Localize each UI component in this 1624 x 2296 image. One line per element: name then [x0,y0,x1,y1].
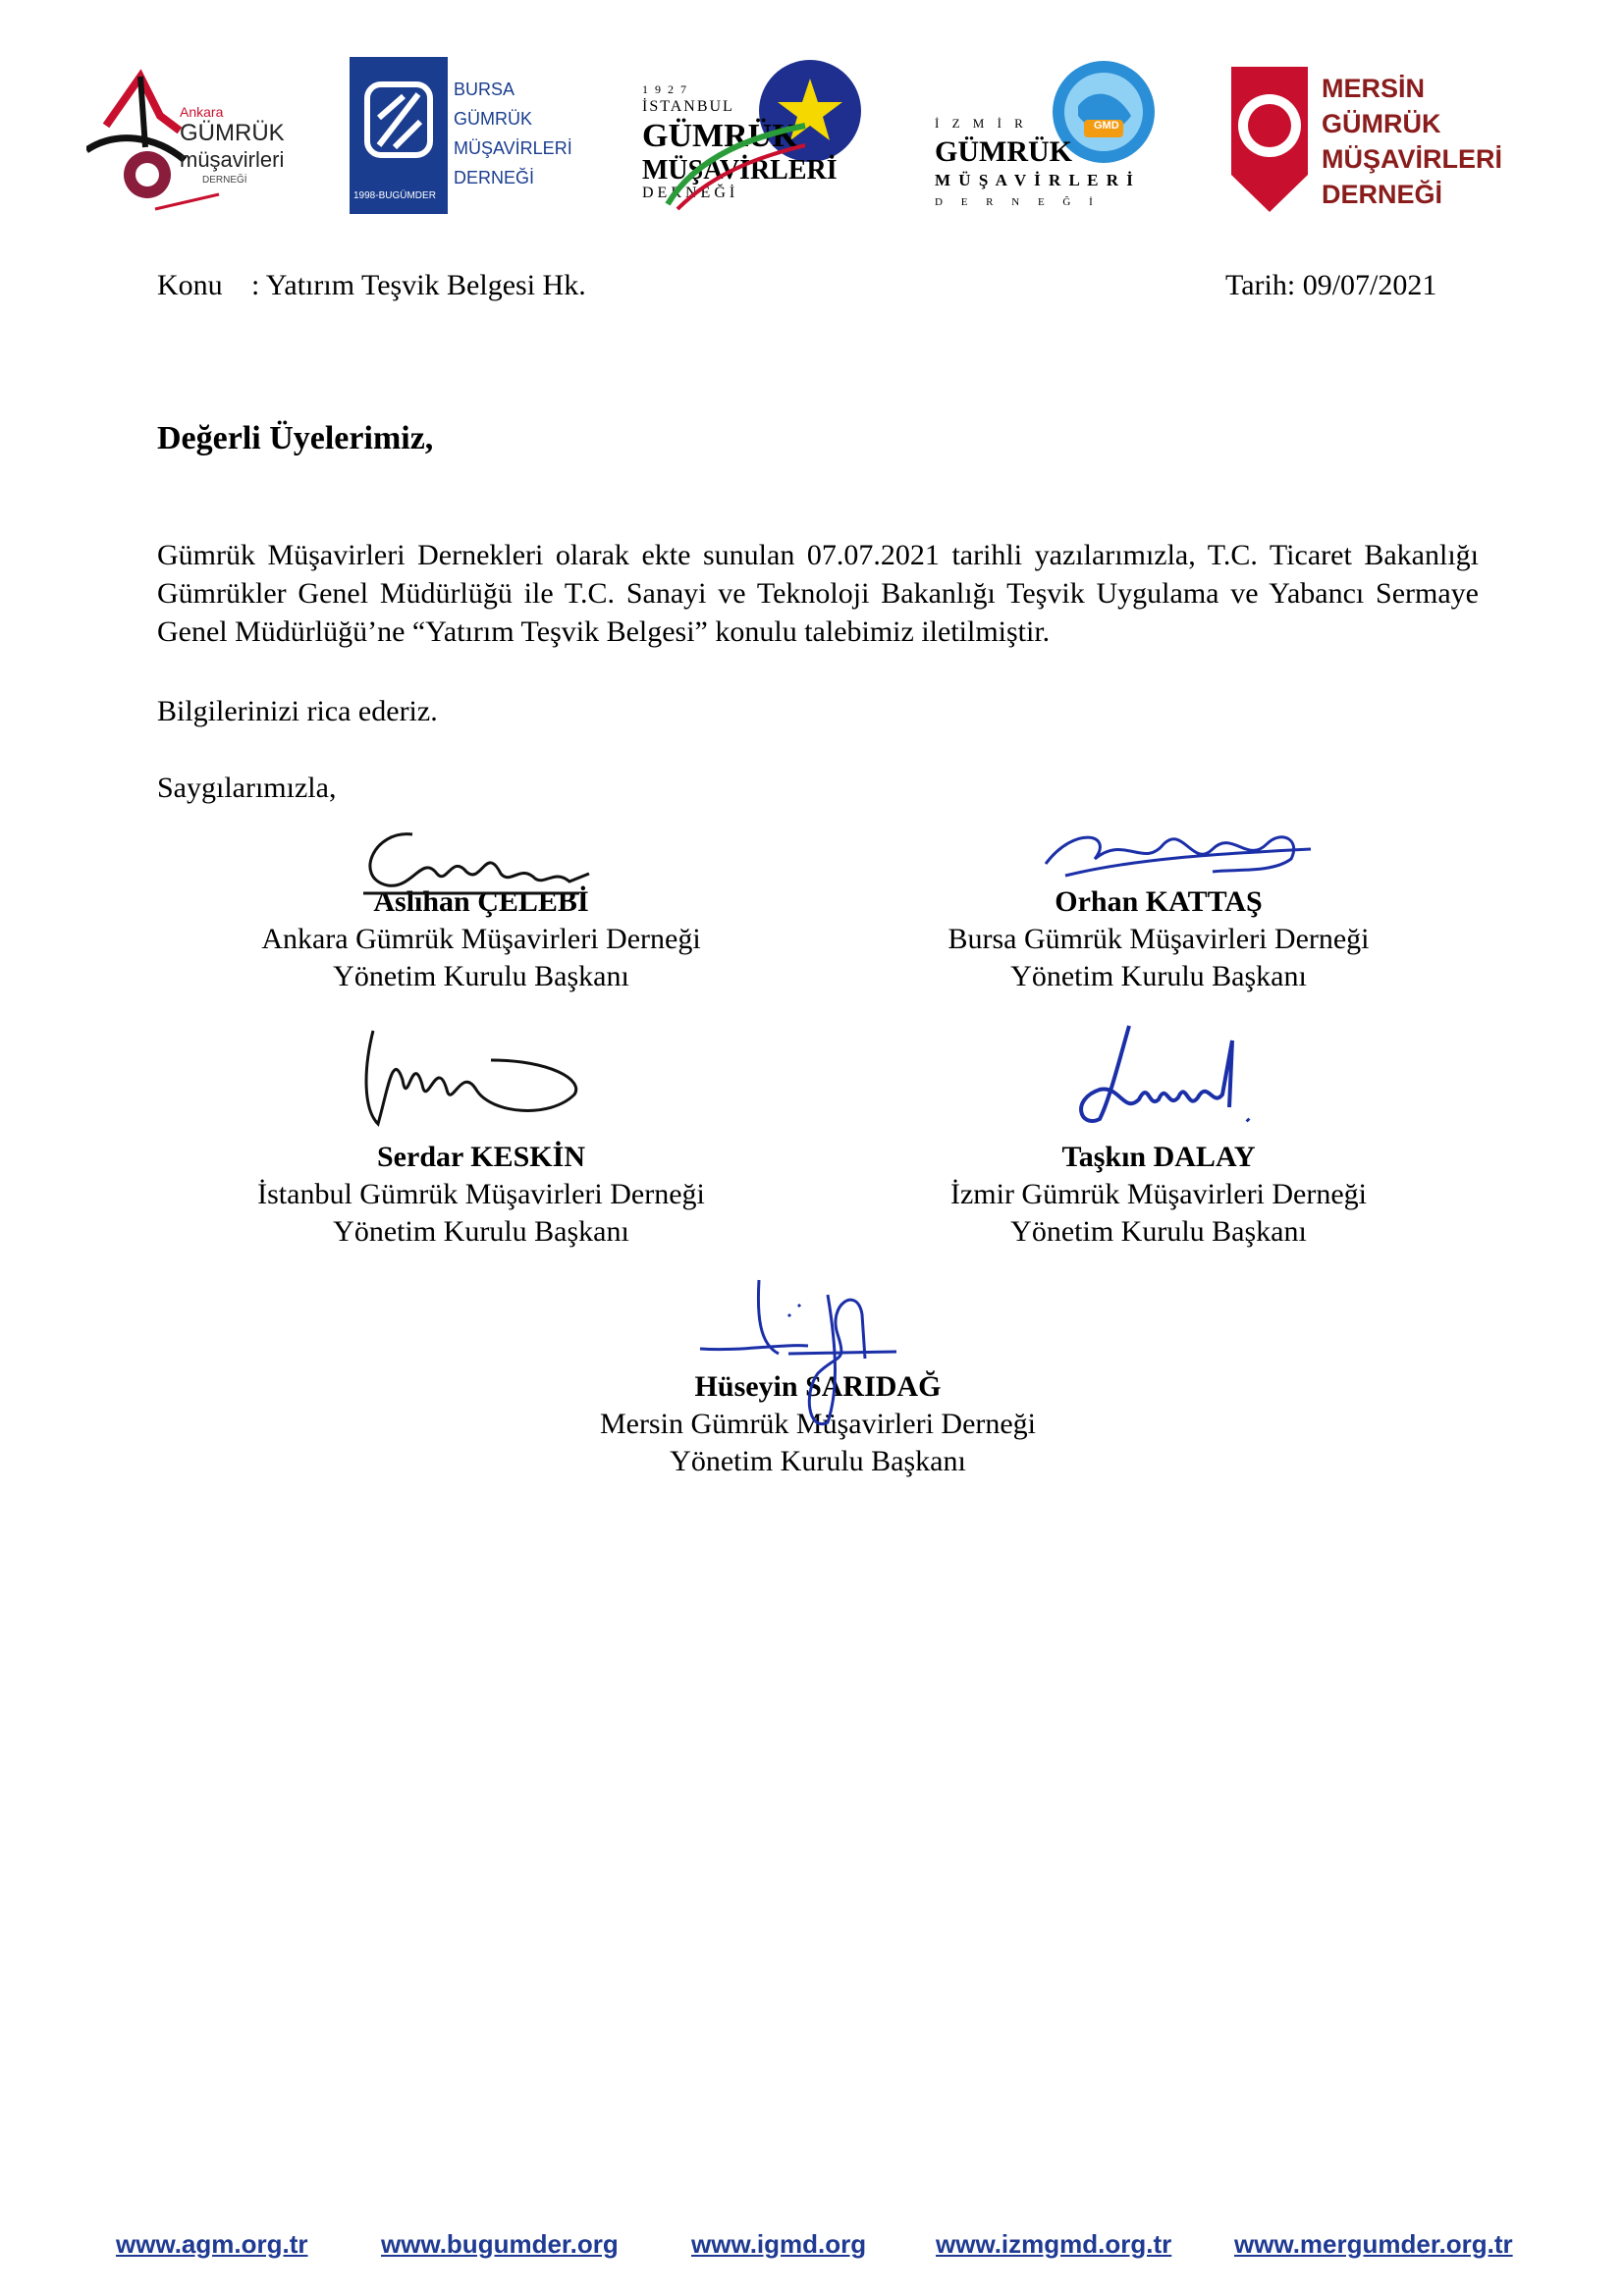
istanbul-year: 1 9 2 7 [642,82,688,96]
subject-text: : Yatırım Teşvik Belgesi Hk. [251,269,586,301]
mersin-line2: GÜMRÜK [1322,109,1441,138]
signatory-name-ankara: Aslıhan ÇELEBİ [373,885,589,918]
signature-block-istanbul [167,1139,795,1251]
signatory-name-mersin: Hüseyin SARIDAĞ [694,1370,942,1403]
greeting: Değerli Üyelerimiz, [157,420,434,456]
signatory-org-ankara: Ankara Gümrük Müşavirleri Derneği [261,923,701,955]
izmir-badge: GMD [1094,120,1119,132]
signature-block-ankara [167,883,795,995]
logo-mersin [1227,57,1503,216]
subject-label: Konu [157,269,223,301]
mersin-line4: DERNEĞİ [1322,180,1443,209]
body-paragraph: Gümrük Müşavirleri Dernekleri olarak ekte sunulan 07.07.2021 tarihli yazılarımızla, T.C. Ticaret Bakanlığı Gümrükler Genel Müdürlüğü ile T.C. Sanayi ve Teknoloji Bakanlığı Teşvik Uygulama ve Yabancı Sermaye Genel Müdürlüğü’ne “Yatırım Teşvik Belgesi” konulu talebimiz iletilmiştir. [157,539,1479,648]
signatory-org-mersin: Mersin Gümrük Müşavirleri Derneği [599,1408,1037,1440]
signature-block-izmir [844,1139,1473,1251]
ankara-line3: müşavirleri [180,147,285,172]
logo-istanbul [638,57,864,216]
istanbul-line2: GÜMRÜK [642,118,798,154]
signature-bursa-icon [1036,815,1321,893]
istanbul-line3: MÜŞAVİRLERİ [642,155,838,186]
logo-ankara [86,57,283,216]
bursa-caption: 1998-BUGÜMDER [353,190,436,201]
signatory-title-istanbul: Yönetim Kurulu Başkanı [333,1215,629,1248]
signatory-title-bursa: Yönetim Kurulu Başkanı [1010,960,1307,992]
footer-link-mergumder[interactable]: www.mergumder.org.tr [1234,2229,1513,2259]
request-line: Bilgilerinizi rica ederiz. [157,695,438,727]
signature-block-bursa [844,883,1473,995]
signature-istanbul-icon [353,1011,589,1139]
signatory-org-bursa: Bursa Gümrük Müşavirleri Derneği [947,923,1370,955]
ankara-line4: DERNEĞİ [202,175,247,186]
izmir-line2: GÜMRÜK [935,135,1072,168]
mersin-line3: MÜŞAVİRLERİ [1322,144,1503,174]
mersin-seal-icon [1227,57,1312,216]
signature-block-mersin [504,1368,1132,1480]
signatory-name-istanbul: Serdar KESKİN [377,1141,585,1173]
bursa-line4: DERNEĞİ [454,168,535,187]
signatory-name-izmir: Taşkın DALAY [1061,1141,1256,1173]
signatory-title-ankara: Yönetim Kurulu Başkanı [333,960,629,992]
signature-ankara-icon [344,825,599,903]
bursa-line3: MÜŞAVİRLERİ [454,138,572,158]
signatory-org-istanbul: İstanbul Gümrük Müşavirleri Derneği [257,1178,705,1210]
footer-link-bugumder[interactable]: www.bugumder.org [381,2229,619,2259]
istanbul-line1: İSTANBUL [642,98,734,115]
mersin-line1: MERSİN [1322,74,1426,103]
footer-link-agm[interactable]: www.agm.org.tr [116,2229,308,2259]
signatory-title-izmir: Yönetim Kurulu Başkanı [1010,1215,1307,1248]
signature-mersin-icon [690,1275,906,1442]
closing-line: Saygılarımızla, [157,772,337,804]
signature-izmir-icon [1060,1021,1276,1139]
letter-date: Tarih: 09/07/2021 [1225,269,1437,301]
signatory-org-izmir: İzmir Gümrük Müşavirleri Derneği [949,1178,1368,1210]
signatory-title-mersin: Yönetim Kurulu Başkanı [670,1445,966,1477]
footer-link-izmgmd[interactable]: www.izmgmd.org.tr [936,2229,1172,2259]
logo-izmir [933,57,1159,216]
bursa-line2: GÜMRÜK [454,109,532,129]
izmir-line3: M Ü Ş A V İ R L E R İ [935,171,1135,189]
ankara-line1: Ankara [180,104,224,120]
izmir-line1: İ Z M İ R [935,116,1028,131]
logo-bursa [350,57,572,216]
istanbul-swoosh-icon [658,116,815,214]
signatory-name-bursa: Orhan KATTAŞ [1055,885,1263,918]
izmir-line4: D E R N E Ğ İ [935,196,1101,208]
istanbul-line4: D E R N E Ğ İ [642,185,735,201]
bursa-emblem-icon [350,57,448,185]
bursa-emblem-box [350,57,448,214]
bursa-line1: BURSA [454,80,515,99]
ankara-line2: GÜMRÜK [180,120,285,146]
footer-link-igmd[interactable]: www.igmd.org [691,2229,867,2259]
